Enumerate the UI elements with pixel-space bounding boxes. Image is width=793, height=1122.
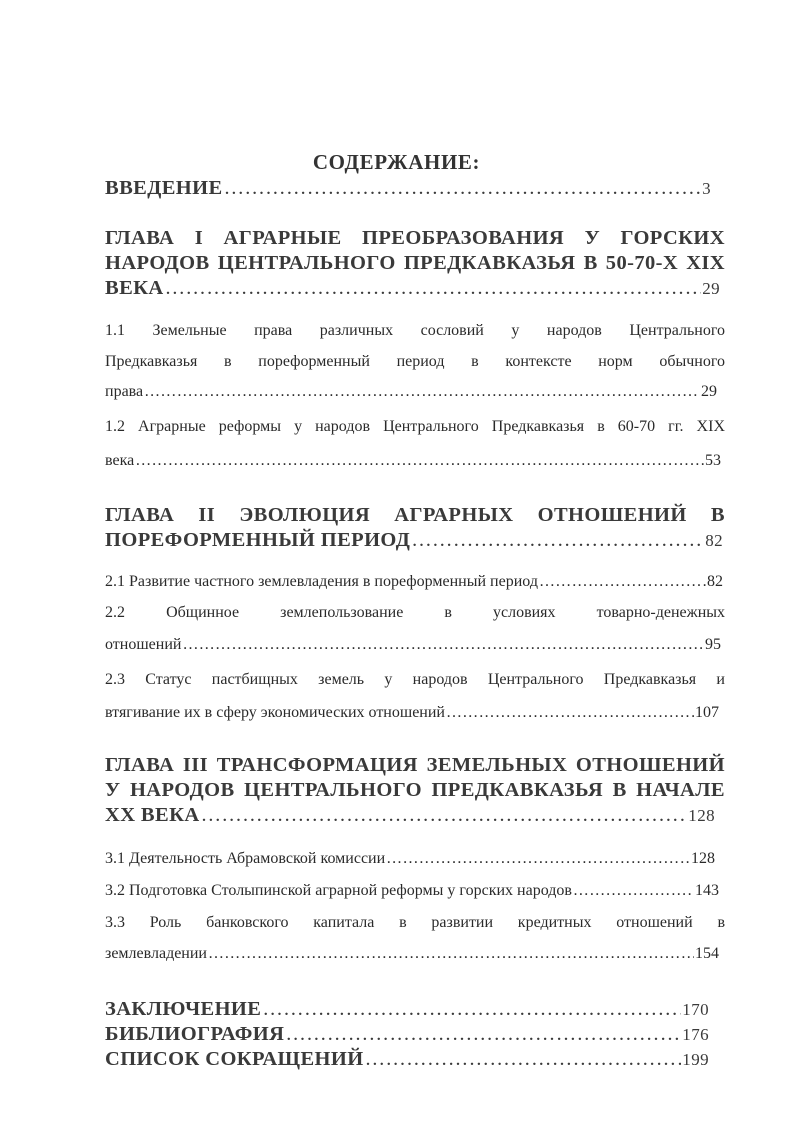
toc-leader: [573, 880, 694, 902]
toc-leader: [262, 997, 681, 1022]
toc-label: ВЕКА: [105, 277, 164, 299]
toc-page-number: 143: [695, 882, 719, 899]
toc-label: ВВЕДЕНИЕ: [105, 177, 223, 199]
toc-leader: [224, 176, 702, 201]
toc-leader: [144, 381, 700, 403]
toc-entry-conclusion: [105, 997, 709, 1022]
toc-leader: [182, 634, 704, 656]
toc-leader: [208, 943, 694, 965]
toc-entry-section-1-1: [105, 381, 717, 403]
toc-entry-section-3-2: [105, 880, 719, 902]
toc-page-number: 176: [682, 1025, 709, 1044]
toc-leader: [365, 1047, 682, 1072]
toc-entry-section-2-2: [105, 634, 721, 656]
toc-leader: [539, 571, 706, 593]
toc-entry-section-3-3: [105, 943, 719, 965]
toc-entry-abbreviations: [105, 1047, 709, 1072]
section-2-3-line1: 2.3 Статус пастбищных земель у народов Центрального Предкавказья и: [105, 671, 725, 688]
toc-entry-section-2-3: [105, 702, 719, 724]
section-1-2-line1: 1.2 Аграрные реформы у народов Центрального Предкавказья в 60-70 гг. XIX: [105, 418, 725, 435]
toc-label: XX ВЕКА: [105, 804, 200, 826]
toc-page-number: 154: [695, 945, 719, 962]
toc-label: 3.1 Деятельность Абрамовской комиссии: [105, 850, 386, 867]
toc-label: отношений: [105, 636, 182, 653]
toc-page-number: 29: [702, 279, 720, 298]
toc-entry-bibliography: [105, 1022, 709, 1047]
section-3-3-line1: 3.3 Роль банковского капитала в развитии кредитных отношений в: [105, 914, 725, 931]
section-1-1-line1: 1.1 Земельные права различных сословий у народов Центрального: [105, 322, 725, 339]
toc-label: ПОРЕФОРМЕННЫЙ ПЕРИОД: [105, 529, 411, 551]
toc-label: 3.2 Подготовка Столыпинской аграрной реформы у горских народов: [105, 882, 572, 899]
toc-label: права: [105, 383, 144, 400]
toc-label: землевладении: [105, 945, 207, 962]
toc-leader: [165, 276, 702, 301]
toc-leader: [411, 528, 704, 553]
toc-page-number: 170: [682, 1000, 709, 1019]
toc-page-number: 82: [707, 573, 723, 590]
toc-leader: [285, 1022, 681, 1047]
toc-label: ЗАКЛЮЧЕНИЕ: [105, 998, 262, 1020]
toc-page-number: 199: [682, 1050, 709, 1069]
toc-entry-chapter3: [105, 803, 715, 828]
toc-entry-section-3-1: [105, 848, 715, 870]
section-1-1-line2: Предкавказья в пореформенный период в контексте норм обычного: [105, 353, 725, 370]
toc-page-number: 82: [705, 531, 723, 550]
chapter1-heading-line1: ГЛАВА I АГРАРНЫЕ ПРЕОБРАЗОВАНИЯ У ГОРСКИХ: [105, 227, 725, 249]
toc-entry-section-1-2: [105, 450, 721, 472]
toc-page-number: 95: [705, 636, 721, 653]
toc-label: БИБЛИОГРАФИЯ: [105, 1023, 285, 1045]
toc-page-number: 128: [691, 850, 715, 867]
toc-label: втягивание их в сферу экономических отношений: [105, 704, 445, 721]
toc-page-number: 107: [695, 704, 719, 721]
toc-entry-introduction: [105, 176, 711, 201]
toc-leader: [201, 803, 688, 828]
toc-label: 2.1 Развитие частного землевладения в пореформенный период: [105, 573, 538, 590]
chapter3-heading-line1: ГЛАВА III ТРАНСФОРМАЦИЯ ЗЕМЕЛЬНЫХ ОТНОШЕНИЙ: [105, 754, 725, 776]
toc-entry-chapter1: [105, 276, 720, 301]
section-2-2-line1: 2.2 Общинное землепользование в условиях товарно-денежных: [105, 604, 725, 621]
toc-label: СПИСОК СОКРАЩЕНИЙ: [105, 1048, 364, 1070]
chapter3-heading-line2: У НАРОДОВ ЦЕНТРАЛЬНОГО ПРЕДКАВКАЗЬЯ В НАЧАЛЕ: [105, 779, 725, 801]
chapter2-heading-line1: ГЛАВА II ЭВОЛЮЦИЯ АГРАРНЫХ ОТНОШЕНИЙ В: [105, 504, 725, 526]
toc-page-number: 29: [701, 383, 717, 400]
chapter1-heading-line2: НАРОДОВ ЦЕНТРАЛЬНОГО ПРЕДКАВКАЗЬЯ В 50-70-Х XIX: [105, 252, 725, 274]
toc-leader: [135, 450, 704, 472]
toc-page-number: 3: [702, 179, 711, 198]
toc-label: века: [105, 452, 135, 469]
toc-page-number: 53: [705, 452, 721, 469]
toc-entry-section-2-1: [105, 571, 723, 593]
toc-leader: [446, 702, 694, 724]
toc-page-number: 128: [688, 806, 715, 825]
toc-entry-chapter2: [105, 528, 723, 553]
page-title: СОДЕРЖАНИЕ:: [312, 150, 481, 174]
toc-leader: [386, 848, 690, 870]
